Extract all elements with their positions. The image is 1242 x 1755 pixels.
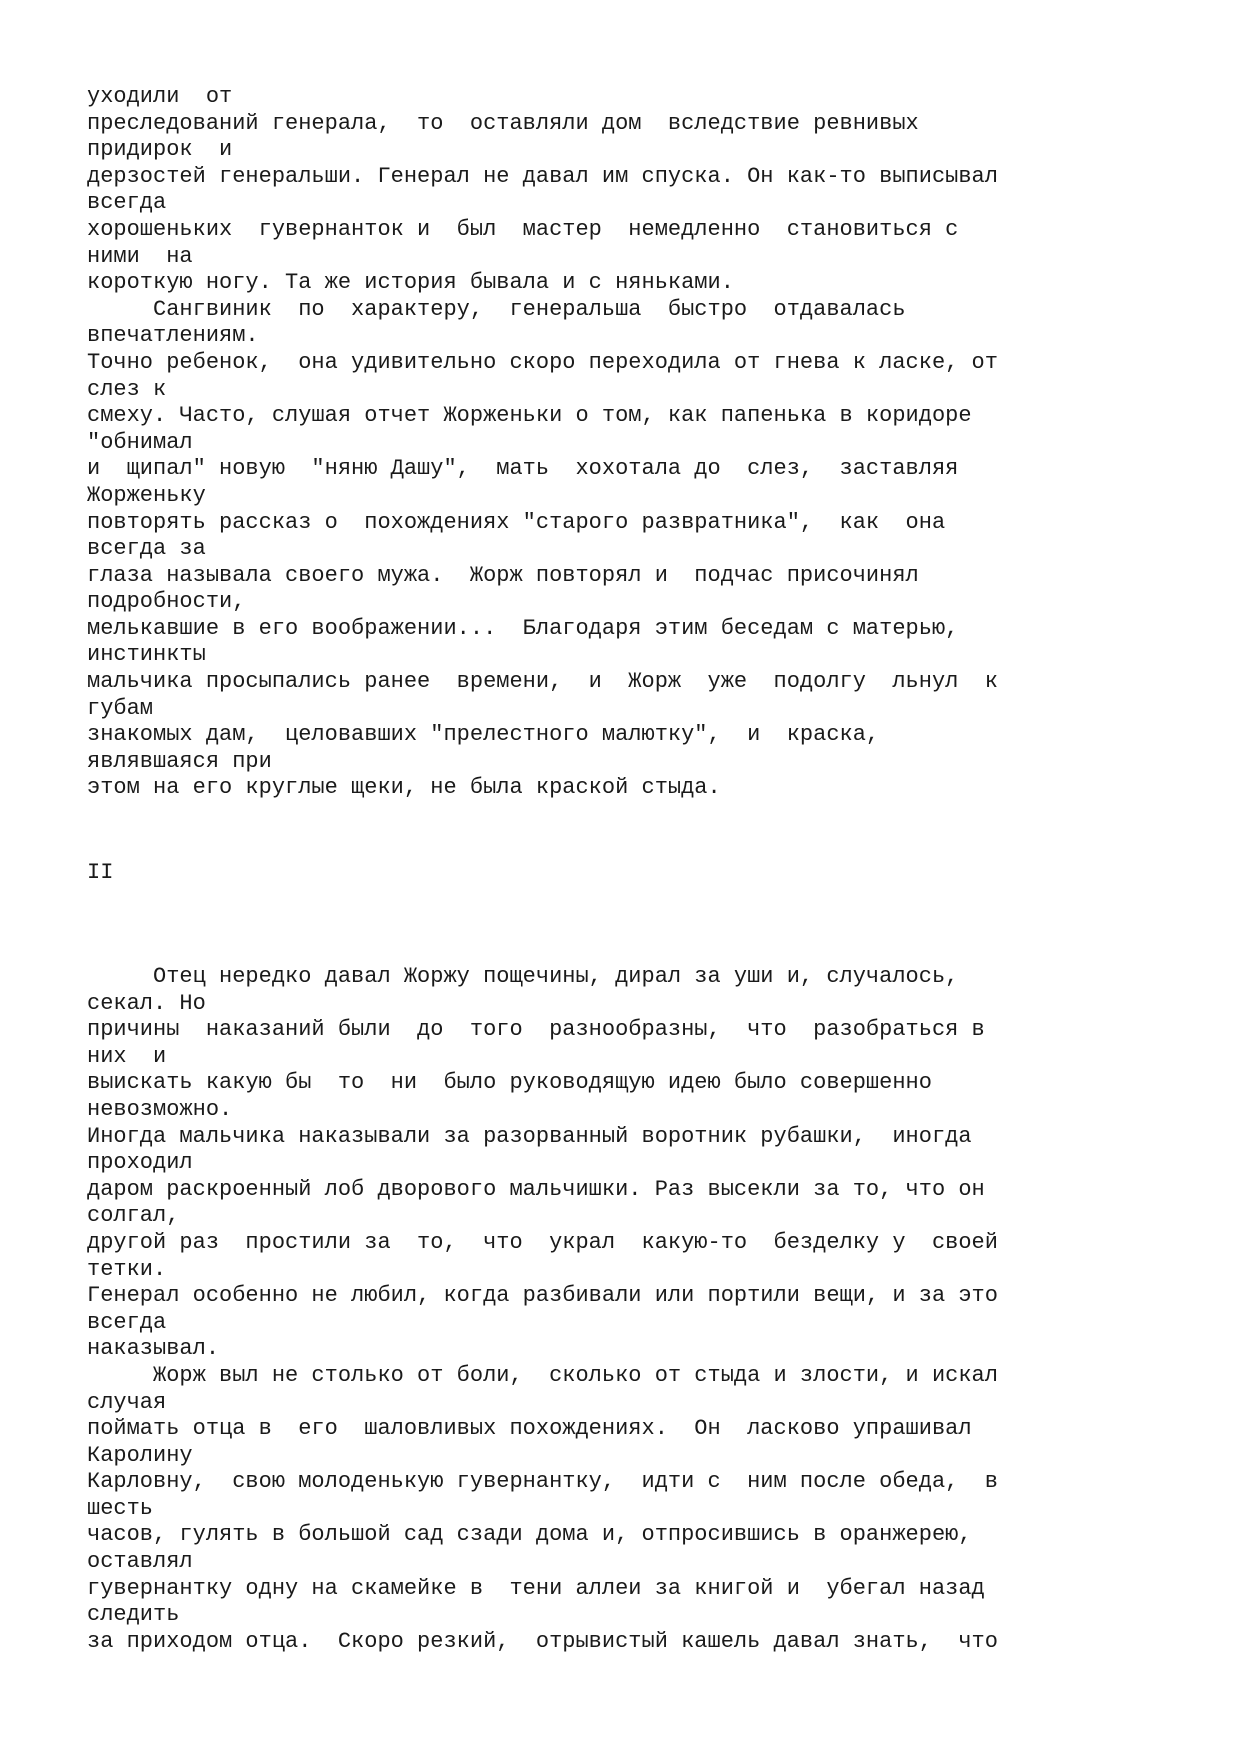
text-block-part-1 xyxy=(87,84,998,802)
text-line: всегда xyxy=(87,1309,167,1335)
text-line: подробности, xyxy=(87,589,246,615)
text-line: следить xyxy=(87,1602,180,1628)
text-line: наказывал. xyxy=(87,1336,220,1362)
text-line: хорошеньких гувернанток и был мастер немедленно становиться с xyxy=(87,216,959,242)
text-line: глаза называла своего мужа. Жорж повторял и подчас присочинял xyxy=(87,562,919,588)
text-line: случая xyxy=(87,1389,167,1415)
text-line: часов, гулять в большой сад сзади дома и, отпросившись в оранжерею, xyxy=(87,1522,972,1548)
text-line: дерзостей генеральши. Генерал не давал им спуска. Он как-то выписывал xyxy=(87,163,998,189)
text-line: Жорж выл не столько от боли, сколько от стыда и злости, и искал xyxy=(87,1362,998,1388)
text-line: ними на xyxy=(87,243,193,269)
text-line: оставлял xyxy=(87,1549,193,1575)
text-line: Отец нередко давал Жоржу пощечины, дирал за уши и, случалось, xyxy=(87,964,959,989)
text-line: преследований генерала, то оставляли дом вследствие ревнивых xyxy=(87,110,919,136)
text-line: этом на его круглые щеки, не была краской стыда. xyxy=(87,775,721,801)
text-line: губам xyxy=(87,695,154,721)
text-line: Иногда мальчика наказывали за разорванный воротник рубашки, иногда xyxy=(87,1123,972,1149)
text-line: Карловну, свою молоденькую гувернантку, идти с ним после обеда, в xyxy=(87,1469,998,1495)
text-line: всегда xyxy=(87,190,167,216)
text-line: "обнимал xyxy=(87,429,193,455)
text-line: Генерал особенно не любил, когда разбивали или портили вещи, и за это xyxy=(87,1283,998,1309)
text-line: всегда за xyxy=(87,536,206,562)
text-line: шесть xyxy=(87,1495,154,1521)
text-line: уходили от xyxy=(87,84,233,109)
text-line: невозможно. xyxy=(87,1096,233,1122)
text-line: мелькавшие в его воображении... Благодаря этим беседам с матерью, xyxy=(87,615,959,641)
text-line: солгал, xyxy=(87,1203,180,1229)
text-line: мальчика просыпались ранее времени, и Жорж уже подолгу льнул к xyxy=(87,669,998,695)
text-line: Точно ребенок, она удивительно скоро переходила от гнева к ласке, от xyxy=(87,349,998,375)
text-line: другой раз простили за то, что украл какую-то безделку у своей xyxy=(87,1229,998,1255)
text-line: и щипал" новую "няню Дашу", мать хохотала до слез, заставляя xyxy=(87,456,959,482)
text-line: Жорженьку xyxy=(87,482,206,508)
text-line: причины наказаний были до того разнообразны, что разобраться в xyxy=(87,1017,985,1043)
chapter-heading: II xyxy=(87,860,114,885)
text-line: Каролину xyxy=(87,1442,193,1468)
text-line: выискать какую бы то ни было руководящую идею было совершенно xyxy=(87,1070,932,1096)
text-line: являвшаяся при xyxy=(87,748,272,774)
text-block-part-2 xyxy=(87,964,998,1655)
text-line: поймать отца в его шаловливых похождениях. Он ласково упрашивал xyxy=(87,1416,972,1442)
text-line: гувернантку одну на скамейке в тени аллеи за книгой и убегал назад xyxy=(87,1575,985,1601)
text-line: знакомых дам, целовавших "прелестного малютку", и краска, xyxy=(87,722,880,748)
text-line: них и xyxy=(87,1043,167,1069)
text-line: Сангвиник по характеру, генеральша быстро отдавалась xyxy=(87,296,906,322)
text-line: придирок и xyxy=(87,137,233,163)
text-line: слез к xyxy=(87,376,167,402)
text-line: секал. Но xyxy=(87,990,206,1016)
text-line: короткую ногу. Та же история бывала и с няньками. xyxy=(87,270,734,296)
text-line: даром раскроенный лоб дворового мальчишки. Раз высекли за то, что он xyxy=(87,1176,985,1202)
text-line: повторять рассказ о похождениях "старого развратника", как она xyxy=(87,509,946,535)
text-line: инстинкты xyxy=(87,642,206,668)
text-line: тетки. xyxy=(87,1256,167,1282)
text-line: за приходом отца. Скоро резкий, отрывистый кашель давал знать, что xyxy=(87,1628,998,1654)
text-line: смеху. Часто, слушая отчет Жорженьки о том, как папенька в коридоре xyxy=(87,403,972,429)
text-line: проходил xyxy=(87,1150,193,1176)
text-line: впечатлениям. xyxy=(87,323,259,349)
